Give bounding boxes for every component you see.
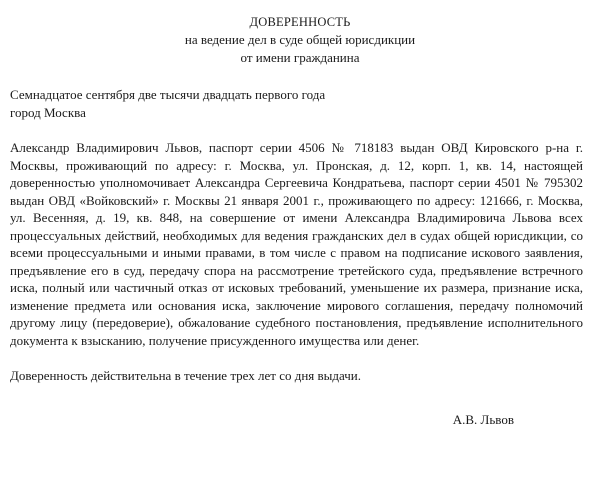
- document-heading: [0, 0, 600, 67]
- validity-paragraph: Доверенность действительна в течение трех лет со дня выдачи.: [10, 368, 362, 383]
- document-date: Семнадцатое сентября две тысячи двадцать первого года: [10, 87, 326, 102]
- body-paragraph: Александр Владимирович Львов, паспорт серии 4506 № 718183 выдан ОВД Кировского р-на г. Москвы, проживающий по адресу: г. Москва, ул. Пронская, д. 12, корп. 1, кв. 14, настоящей доверенностью уполномочивает Александра Сергеевича Кондратьева, паспорт серии 4501 № 795302 выдан ОВД «Войковский» г. Москвы 21 января 2001 г., проживающего по адресу: 121666, г. Москва, ул. Весенняя, д. 19, кв. 848, на совершение от имени Александра Владимировича Львова всех процессуальных действий, необходимых для ведения гражданских дел в судах общей юрисдикции, со всеми процессуальными и иными правами, в том числе с правом на подписание искового заявления, предъявление его в суд, передачу спора на рассмотрение третейского суда, предъявление встречного иска, полный или частичный отказ от исковых требований, уменьшение их размера, признание иска, изменение предмета или основания иска, заключение мирового соглашения, передачу полномочий другому лицу (передоверие), обжалование судебного постановления, предъявление исполнительного документа к взысканию, получение присужденного имущества или денег.: [10, 140, 583, 348]
- date-and-place-block: [0, 86, 600, 121]
- document-city: город Москва: [10, 104, 86, 120]
- validity-block: [0, 367, 600, 385]
- document-subtitle-line-2: от имени гражданина: [240, 50, 360, 65]
- document-subtitle-line-1: на ведение дел в суде общей юрисдикции: [184, 32, 416, 47]
- signature-block: [0, 411, 600, 429]
- signer-name: А.В. Львов: [452, 411, 514, 427]
- document-body: [0, 139, 600, 349]
- document-title: ДОВЕРЕННОСТЬ: [249, 15, 351, 29]
